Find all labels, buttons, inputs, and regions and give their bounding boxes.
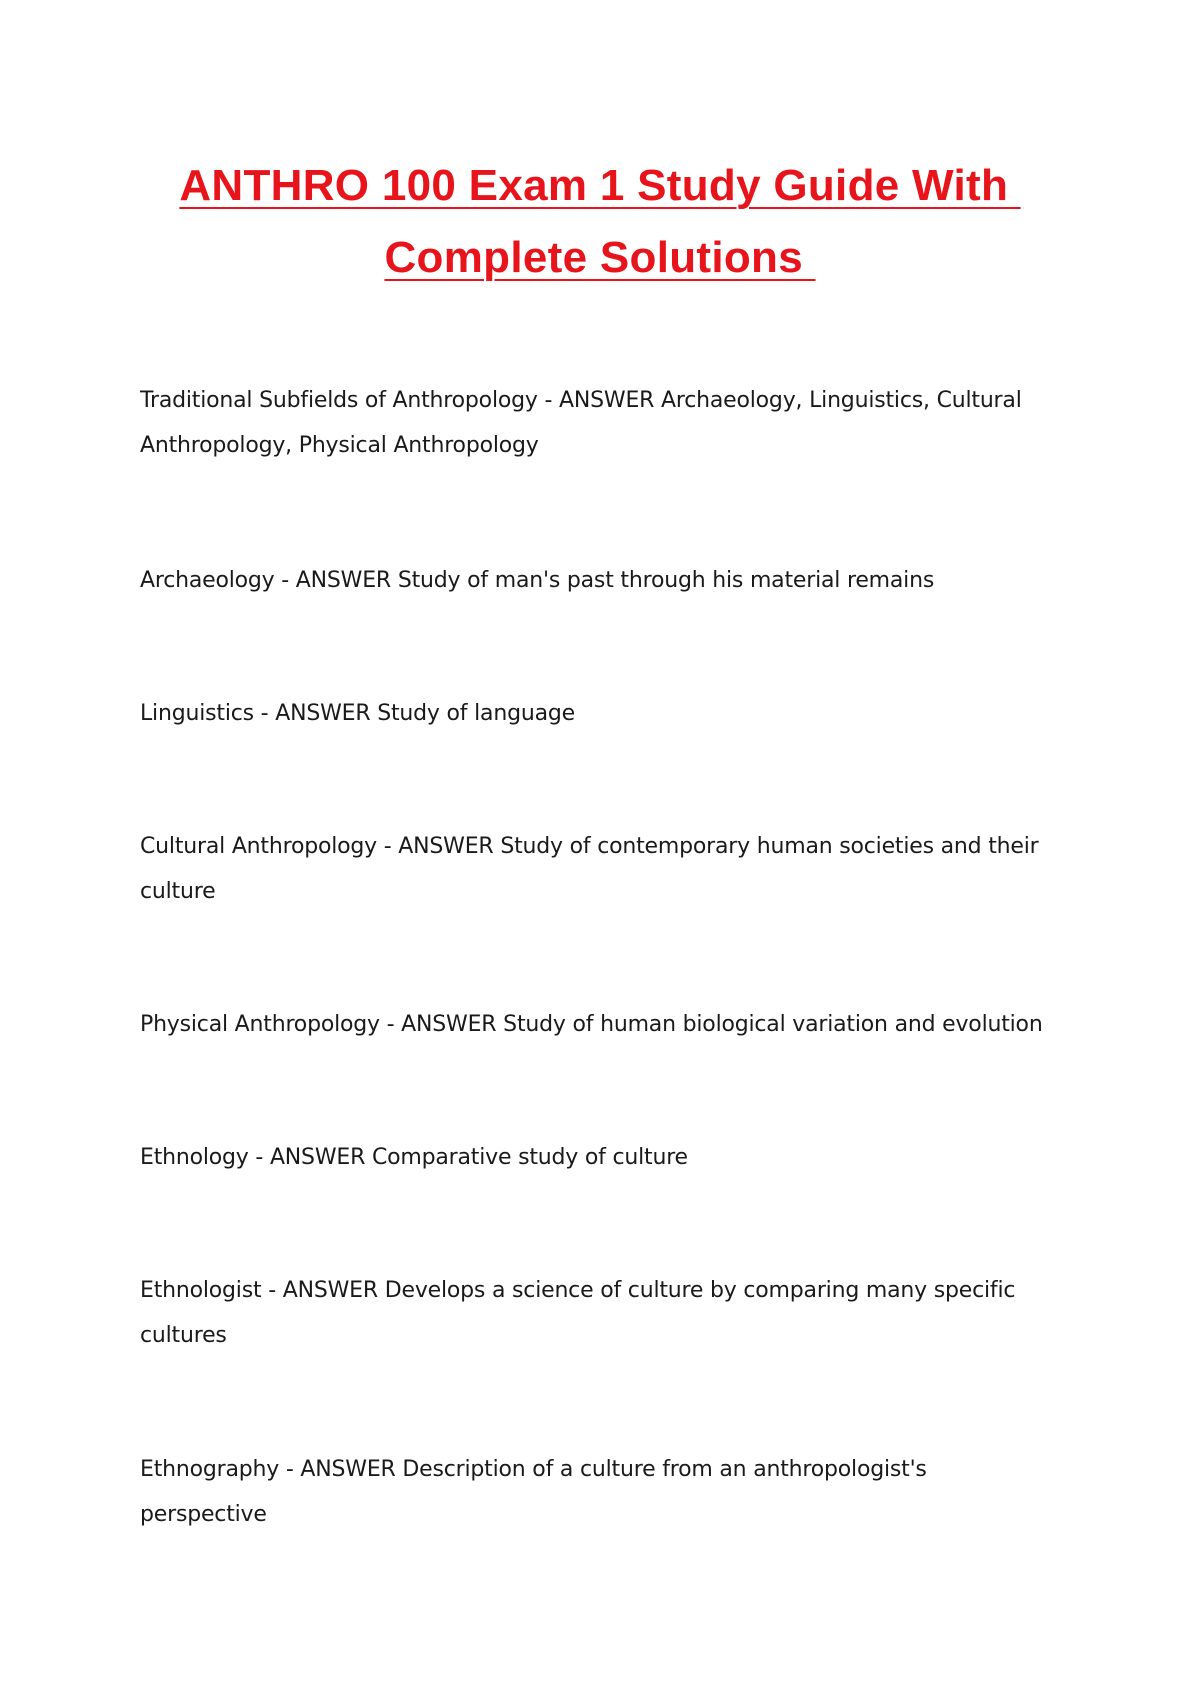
title-line-1: ANTHRO 100 Exam 1 Study Guide With: [179, 161, 1021, 210]
entry-physical-anthropology: Physical Anthropology - ANSWER Study of human biological variation and evolution: [140, 1012, 1043, 1037]
entry-archaeology: Archaeology - ANSWER Study of man's past through his material remains: [140, 568, 935, 593]
entry-linguistics: Linguistics - ANSWER Study of language: [140, 701, 575, 726]
title-line-2: Complete Solutions: [384, 233, 816, 282]
entry-cultural-anthropology: Cultural Anthropology - ANSWER Study of contemporary human societies and their culture: [140, 834, 1039, 904]
entry-traditional-subfields: Traditional Subfields of Anthropology - ANSWER Archaeology, Linguistics, Cultural Anthropology, Physical Anthropology: [140, 388, 1022, 458]
entry-ethnography: Ethnography - ANSWER Description of a culture from an anthropologist's perspective: [140, 1457, 927, 1527]
entry-ethnologist: Ethnologist - ANSWER Develops a science of culture by comparing many specific cultures: [140, 1278, 1016, 1348]
entry-ethnology: Ethnology - ANSWER Comparative study of culture: [140, 1145, 688, 1170]
document-title: [140, 150, 1060, 294]
